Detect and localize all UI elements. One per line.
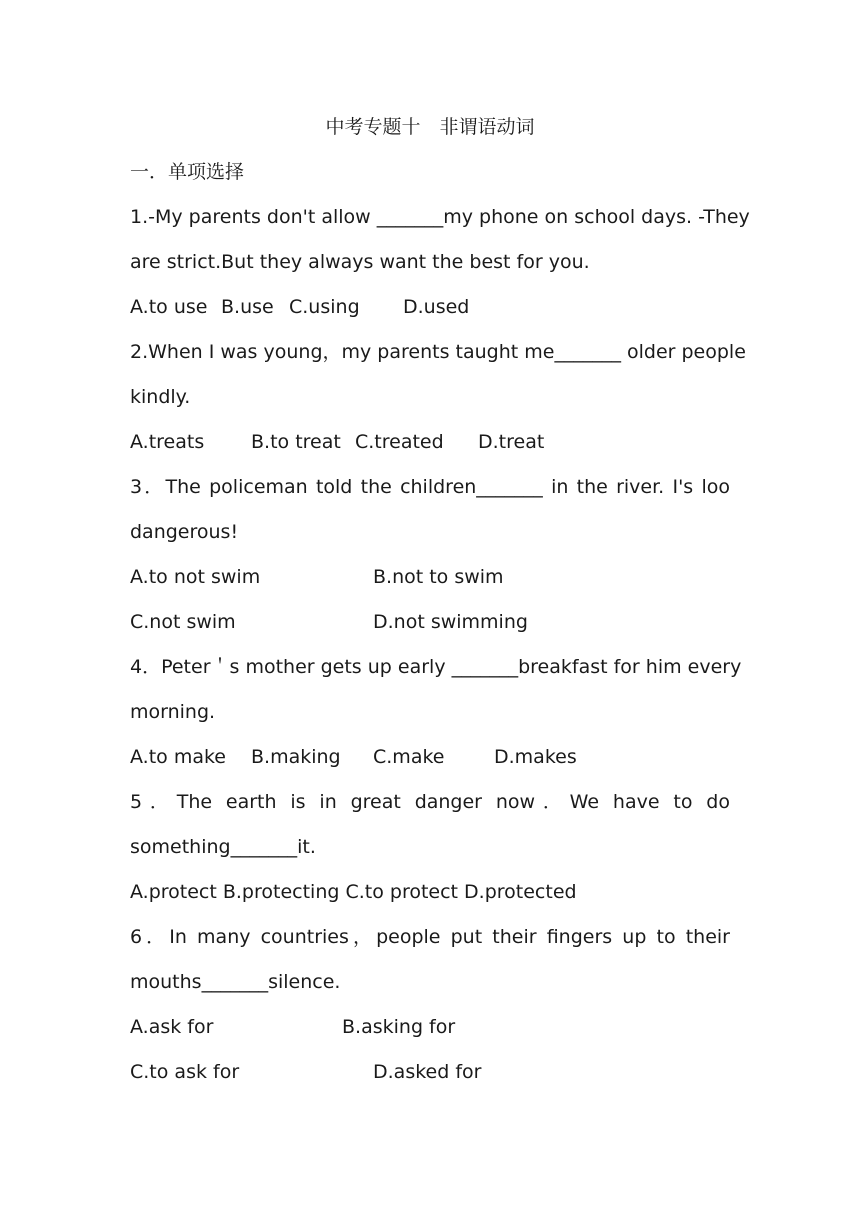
- option-a: A.treats: [130, 431, 205, 453]
- option-c: C.treated: [355, 431, 444, 453]
- question-6-options-row-1: [130, 1014, 730, 1040]
- option-b: B.to treat: [251, 431, 341, 453]
- option-b: B.not to swim: [373, 566, 504, 588]
- question-4-line-1: 4．Peter＇s mother gets up early _______breakfast for him every: [130, 656, 742, 678]
- question-2-line-2: kindly.: [130, 386, 191, 408]
- option-a: A.to not swim: [130, 566, 261, 588]
- option-c: C.not swim: [130, 611, 236, 633]
- option-d: D.asked for: [373, 1061, 482, 1083]
- option-b: B.use: [221, 296, 274, 318]
- question-3-options-row-2: [130, 609, 730, 635]
- question-5-line-1: 5．The earth is in great danger now．We have to do: [130, 791, 730, 813]
- option-c: C.to ask for: [130, 1061, 240, 1083]
- option-d: D.treat: [478, 431, 545, 453]
- option-a: A.ask for: [130, 1016, 214, 1038]
- question-4-options: [130, 744, 730, 770]
- question-2-line-1: 2.When I was young，my parents taught me_______ older people: [130, 341, 746, 363]
- section-heading: 一．单项选择: [130, 161, 245, 183]
- option-d: D.makes: [494, 746, 577, 768]
- option-d: D.not swimming: [373, 611, 528, 633]
- option-a: A.to make: [130, 746, 226, 768]
- question-3-options-row-1: [130, 564, 730, 590]
- question-5-options: A.protect B.protecting C.to protect D.protected: [130, 881, 577, 903]
- question-6-line-1: 6．In many countries，people put their fingers up to their: [130, 926, 730, 948]
- question-3-line-2: dangerous!: [130, 521, 239, 543]
- question-4-line-2: morning.: [130, 701, 216, 723]
- option-b: B.asking for: [342, 1016, 456, 1038]
- question-6-options-row-2: [130, 1059, 730, 1085]
- option-a: A.to use: [130, 296, 208, 318]
- page-title: 中考专题十 非谓语动词: [325, 116, 535, 138]
- option-b: B.making: [251, 746, 341, 768]
- question-5-line-2: something_______it.: [130, 836, 316, 858]
- question-2-options: [130, 429, 730, 455]
- question-1-options: [130, 294, 730, 320]
- question-6-line-2: mouths_______silence.: [130, 971, 341, 993]
- option-c: C.make: [373, 746, 445, 768]
- option-d: D.used: [403, 296, 470, 318]
- question-1-line-2: are strict.But they always want the best for you.: [130, 251, 590, 273]
- question-3-line-1: 3．The policeman told the children_______ in the river. I's loo: [130, 476, 730, 498]
- option-c: C.using: [289, 296, 360, 318]
- question-1-line-1: 1.-My parents don't allow _______my phone on school days. -They: [130, 206, 750, 228]
